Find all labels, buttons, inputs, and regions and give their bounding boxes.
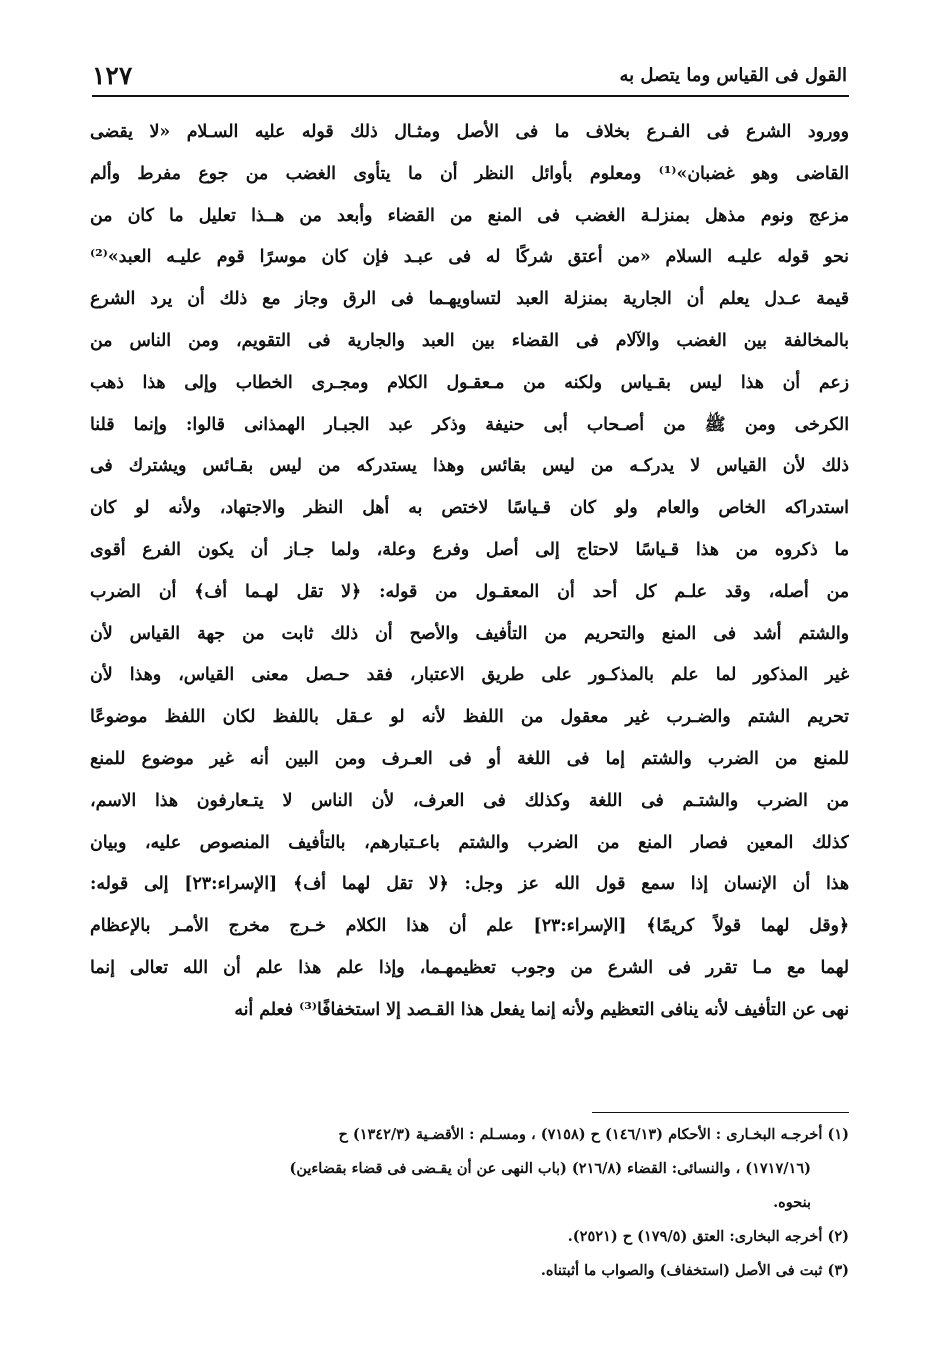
text-line: للمنع من الضرب والشتم إما فى اللغة أو فى العـرف ومن البين أنه غير موضوع للمنع <box>90 748 849 769</box>
text-line: ﴿وقل لهما قولاً كريمًا﴾ [الإسراء:٢٣] علم أن هذا الكلام خـرج مخرج الأمـر بالإعظام <box>90 916 849 937</box>
footnote-line: بنحوه. <box>773 1194 811 1211</box>
text-line: من الضرب والشتـم فى اللغة وكذلك فى العرف، لأن الناس لا يتـعارفون هذا الاسم، <box>90 790 849 811</box>
text-line: غير المذكور لما علم بالمذكـور على طريق الاعتبار، فقد حـصل معنى القياس، وهذا لأن <box>90 665 849 686</box>
text-line: زعم أن هذا ليس بقـياس ولكنه من مـعقـول الكلام ومجـرى الخطاب وإلى هذا ذهب <box>90 372 849 393</box>
footnote-line: (٢) أخرجه البخارى: العتق (١٧٩/٥) ح (٢٥٢١). <box>567 1228 849 1245</box>
footnote-rule <box>592 1112 849 1113</box>
footnote-line: (١٧١٧/١٦) ، والنسائى: القضاء (٢١٦/٨) (باب النهى عن أن يقـضى فى قضاء بقضاءين) <box>289 1160 811 1177</box>
footnotes <box>90 1118 849 1288</box>
text-line: الكرخى ومن ﷺ من أصـحاب أبى حنيفة وذكر عبد الجبـار الهمذانى قالوا: وإنما قلنا <box>90 414 849 435</box>
text-line: قيمة عـدل يعلم أن الجارية بمنزلة العبد لتساويهـما فى الرق وجاز مع ذلك أن يرد الشرع <box>90 289 849 310</box>
page-number: ١٢٧ <box>92 60 133 90</box>
text-line: لهما مع مـا تقرر فى الشرع من وجوب تعظيمهـما، وإذا علم هذا علم أن الله تعالى إنما <box>90 957 849 978</box>
text-line: مزعج ونوم مذهل بمنزلـة الغضب فى المنع من القضاء وأبعد من هــذا تعليل ما كان من <box>90 205 849 226</box>
text-line: تحريم الشتم والضـرب غير معقول من اللفظ لأنه لو عـقل باللفظ لكان اللفظ موضوعًا <box>90 707 849 728</box>
text-line: بالمخالفة بين الغضب والآلام فى القضاء بين العبد والجارية فى التقويم، ومن الناس من <box>90 330 849 351</box>
text-line: ذلك لأن القياس لا يدركـه من ليس بقائس وهذا يستدركه من ليس بقـائس ويشترك فى <box>90 456 849 477</box>
text-line: استدراكه الخاص والعام ولو كان قـياسًا لاختص به أهل النظر والاجتهاد، ولأنه لو كان <box>90 498 849 519</box>
body-text <box>90 112 849 1032</box>
footnote-line: (٣) ثبت فى الأصل (استخفاف) والصواب ما أثبتناه. <box>540 1262 849 1279</box>
text-line: نهى عن التأفيف لأنه ينافى التعظيم ولأنه إنما يفعل هذا القـصد إلا استخفافًا⁽³⁾ فعلم أنه <box>234 999 849 1020</box>
text-line: كذلك المعين فصار المنع من الضرب والشتم باعـتبارهم، بالتأفيف المنصوص عليه، وبيان <box>90 832 849 853</box>
text-line: والشتم أشد فى المنع والتحريم من التأفيف والأصح أن ذلك ثابت من جهة القياس لأن <box>90 623 849 644</box>
footnote-line: (١) أخرجـه البخـارى : الأحكام (١٤٦/١٣) ح (٧١٥٨) ، ومسـلم : الأقضـية (١٣٤٢/٣) ح <box>338 1126 849 1143</box>
text-line: من أصله، وقد علـم كل أحد أن المعقـول من قوله: ﴿لا تقل لهـما أف﴾ أن الضرب <box>90 581 849 602</box>
text-line: ما ذكروه من هذا قـياسًا لاحتاج إلى أصل وفرع وعلة، ولما جـاز أن يكون الفرع أقوى <box>90 539 849 560</box>
page-header <box>92 58 847 92</box>
text-line: القاضى وهو غضبان»⁽¹⁾ ومعلوم بأوائل النظر أن ما يتأوى الغضب من جوع مفرط وألم <box>90 163 849 184</box>
running-title: القول فى القياس وما يتصل به <box>619 64 847 86</box>
header-rule <box>92 95 849 97</box>
text-line: نحو قوله عليـه السلام «من أعتق شركًا له فى عبـد فإن كان موسرًا قوم عليـه العبد»⁽²⁾ <box>90 247 849 268</box>
text-line: وورود الشرع فى الفـرع بخلاف ما فى الأصل ومثـال ذلك قوله عليه السـلام «لا يقضى <box>90 122 849 142</box>
text-line: هذا أن الإنسان إذا سمع قول الله عز وجل: ﴿لا تقل لهما أف﴾ [الإسراء:٢٣] إلى قوله: <box>90 874 849 895</box>
